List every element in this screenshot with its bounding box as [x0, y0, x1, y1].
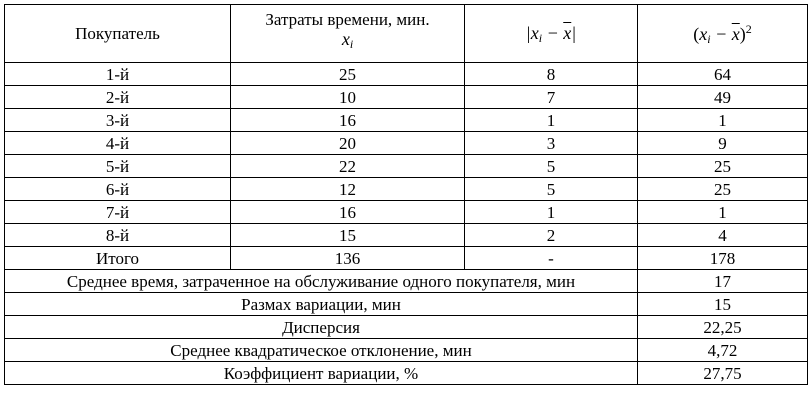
- summary-row: [5, 316, 808, 339]
- cell-time: 16: [231, 109, 465, 132]
- cell-sq-deviation: 9: [638, 132, 808, 155]
- summary-row: [5, 270, 808, 293]
- cell-sq-deviation: 4: [638, 224, 808, 247]
- cell-time: 10: [231, 86, 465, 109]
- header-time-symbol-x: x: [341, 29, 350, 49]
- header-row: [5, 5, 808, 63]
- cell-time: 15: [231, 224, 465, 247]
- header-abs-deviation-formula: $|x_i - \overline{x}|$: [525, 22, 577, 45]
- header-time-symbol: [231, 30, 464, 50]
- table-row: [5, 86, 808, 109]
- table-row: [5, 155, 808, 178]
- cell-sq-deviation: 25: [638, 178, 808, 201]
- summary-label: Среднее время, затраченное на обслуживание одного покупателя, мин: [5, 270, 638, 293]
- total-row: [5, 247, 808, 270]
- total-sq-deviation: 178: [638, 247, 808, 270]
- cell-abs-deviation: 1: [465, 201, 638, 224]
- cell-sq-deviation: 1: [638, 201, 808, 224]
- header-time-title: Затраты времени, мин.: [265, 10, 430, 29]
- summary-value: 17: [638, 270, 808, 293]
- total-time: 136: [231, 247, 465, 270]
- summary-value: 15: [638, 293, 808, 316]
- table-row: [5, 63, 808, 86]
- statistics-table: [4, 4, 808, 385]
- table-row: [5, 224, 808, 247]
- cell-buyer: 3-й: [5, 109, 231, 132]
- summary-value: 27,75: [638, 362, 808, 385]
- summary-row: [5, 339, 808, 362]
- cell-abs-deviation: 5: [465, 178, 638, 201]
- header-sq-deviation-formula: $(x_i - \overline{x})^2$: [693, 21, 752, 46]
- cell-time: 12: [231, 178, 465, 201]
- total-abs-deviation: -: [465, 247, 638, 270]
- cell-buyer: 4-й: [5, 132, 231, 155]
- cell-sq-deviation: 25: [638, 155, 808, 178]
- cell-abs-deviation: 7: [465, 86, 638, 109]
- cell-sq-deviation: 64: [638, 63, 808, 86]
- summary-row: [5, 293, 808, 316]
- summary-row: [5, 362, 808, 385]
- header-sq-deviation: [638, 5, 808, 63]
- cell-abs-deviation: 2: [465, 224, 638, 247]
- table-row: [5, 201, 808, 224]
- cell-time: 22: [231, 155, 465, 178]
- table-row: [5, 109, 808, 132]
- cell-time: 25: [231, 63, 465, 86]
- cell-time: 16: [231, 201, 465, 224]
- header-abs-deviation: [465, 5, 638, 63]
- cell-sq-deviation: 49: [638, 86, 808, 109]
- cell-buyer: 7-й: [5, 201, 231, 224]
- cell-buyer: 8-й: [5, 224, 231, 247]
- header-time: [231, 5, 465, 63]
- summary-label: Размах вариации, мин: [5, 293, 638, 316]
- cell-buyer: 2-й: [5, 86, 231, 109]
- total-label: Итого: [5, 247, 231, 270]
- cell-buyer: 5-й: [5, 155, 231, 178]
- summary-value: 22,25: [638, 316, 808, 339]
- cell-buyer: 6-й: [5, 178, 231, 201]
- header-buyer: Покупатель: [5, 5, 231, 63]
- summary-label: Среднее квадратическое отклонение, мин: [5, 339, 638, 362]
- cell-sq-deviation: 1: [638, 109, 808, 132]
- cell-abs-deviation: 1: [465, 109, 638, 132]
- summary-label: Дисперсия: [5, 316, 638, 339]
- cell-abs-deviation: 5: [465, 155, 638, 178]
- summary-value: 4,72: [638, 339, 808, 362]
- table-row: [5, 178, 808, 201]
- summary-label: Коэффициент вариации, %: [5, 362, 638, 385]
- table-row: [5, 132, 808, 155]
- cell-abs-deviation: 3: [465, 132, 638, 155]
- cell-abs-deviation: 8: [465, 63, 638, 86]
- cell-buyer: 1-й: [5, 63, 231, 86]
- cell-time: 20: [231, 132, 465, 155]
- header-time-symbol-sub: i: [349, 37, 354, 51]
